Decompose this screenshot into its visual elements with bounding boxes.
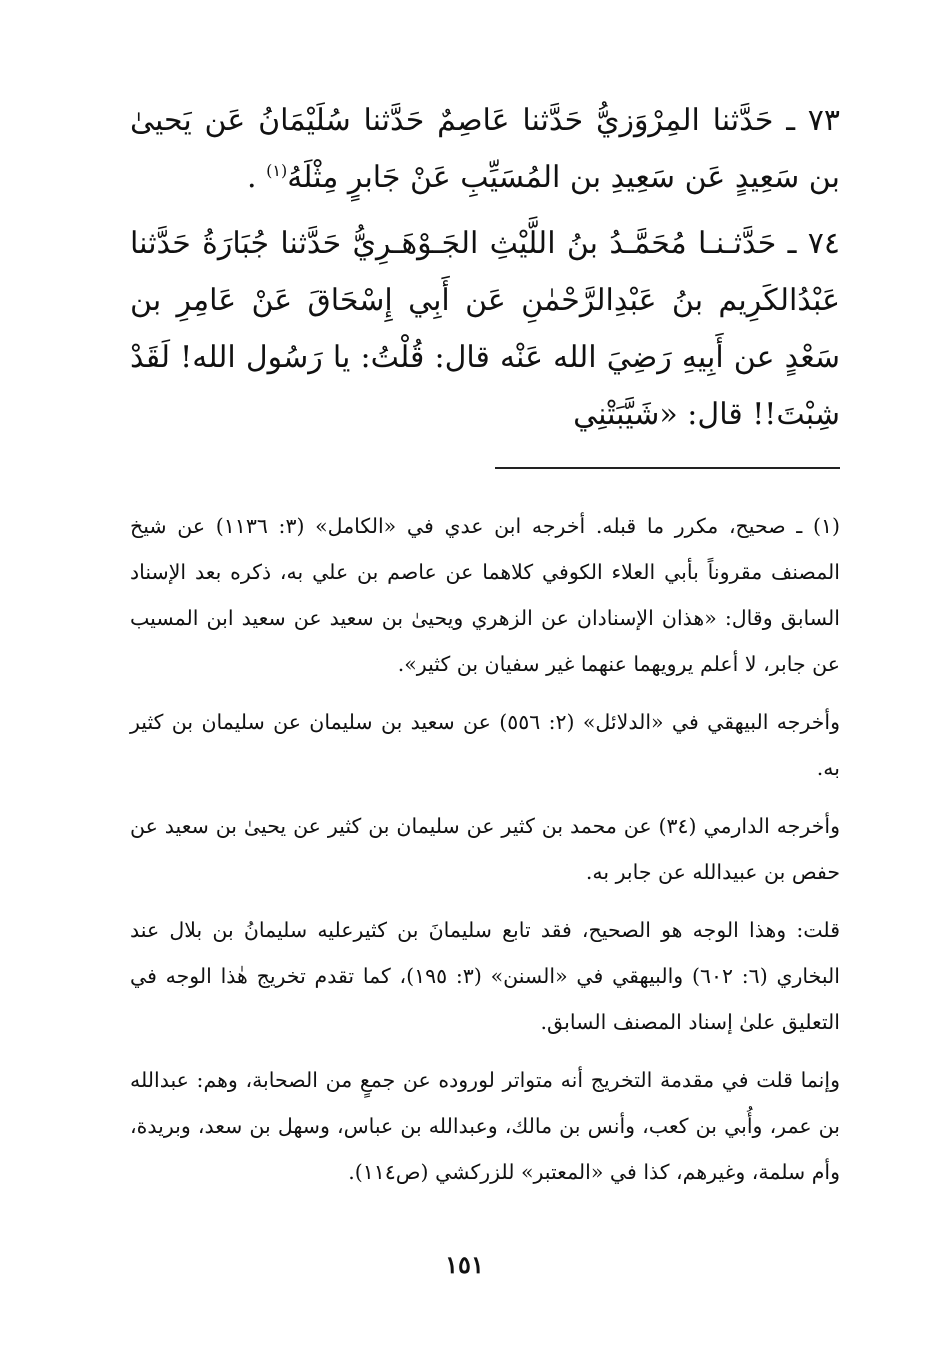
footnote-paragraph: وأخرجه الدارمي (٣٤) عن محمد بن كثير عن سليمان بن كثير عن يحيىٰ بن سعيد عن حفص بن عبيدالله عن جابر به. (130, 814, 840, 884)
hadith-74 (130, 215, 840, 443)
hadith-text: ٧٣ ـ حَدَّثنا المِرْوَزيُّ حَدَّثنا عَاصِمٌ حَدَّثنا سُلَيْمَانُ عَن يَحيىٰ بن سَعِيدٍ عَن سَعِيدِ بن المُسَيِّبِ عَنْ جَابرٍ مِثْلَهُ (130, 103, 840, 195)
hadith-text: ٧٤ ـ حَدَّثـنـا مُحَمَّـدُ بنُ اللَّيْثِ الجَـوْهَـرِيُّ حَدَّثنا جُبَارَةُ حَدَّثنا عَبْدُالكَرِيم بنُ عَبْدِالرَّحْمٰنِ عَن أَبِي إِسْحَاقَ عَنْ عَامِرِ بن سَعْدٍ عن أَبِيهِ رَضِيَ الله عَنْه قال: قُلْتُ: يا رَسُول الله! لَقَدْ شِبْتَ!! قال: «شَيَّبَتْنِي (130, 226, 840, 432)
page-number: ١٥١ (445, 1250, 484, 1279)
footnote-ref: (١) (266, 161, 288, 180)
footnote-paragraph: وأخرجه البيهقي في «الدلائل» (٢: ٥٥٦) عن سعيد بن سليمان عن سليمان بن كثير به. (130, 710, 840, 780)
page-body (130, 92, 840, 1207)
hadith-73 (130, 92, 840, 206)
hadith-end: . (247, 160, 267, 195)
footnote-paragraph: (١) ـ صحيح، مكرر ما قبله. أخرجه ابن عدي في «الكامل» (٣: ١١٣٦) عن شيخ المصنف مقروناً بأبي العلاء الكوفي كلاهما عن عاصم بن علي به، ذكره بعد الإسناد السابق وقال: «هذان الإسنادان عن الزهري ويحيىٰ بن سعيد عن سعيد ابن المسيب عن جابر، لا أعلم يرويهما عنهما غير سفيان بن كثير». (130, 514, 840, 676)
footnote-paragraph: وإنما قلت في مقدمة التخريج أنه متواتر لوروده عن جمعٍ من الصحابة، وهم: عبدالله بن عمر، وأُبي بن كعب، وأنس بن مالك، وعبدالله بن عباس، وسهل بن سعد، وبريدة، وأم سلمة، وغيرهم، كذا في «المعتبر» للزركشي (ص١١٤). (130, 1068, 840, 1184)
footnote-paragraph: قلت: وهذا الوجه هو الصحيح، فقد تابع سليمانَ بن كثيرعليه سليمانُ بن بلال عند البخاري (٦: ٦٠٢) والبيهقي في «السنن» (٣: ١٩٥)، كما تقدم تخريج هٰذا الوجه في التعليق علىٰ إسناد المصنف السابق. (130, 918, 840, 1034)
footnote-divider (495, 467, 840, 469)
